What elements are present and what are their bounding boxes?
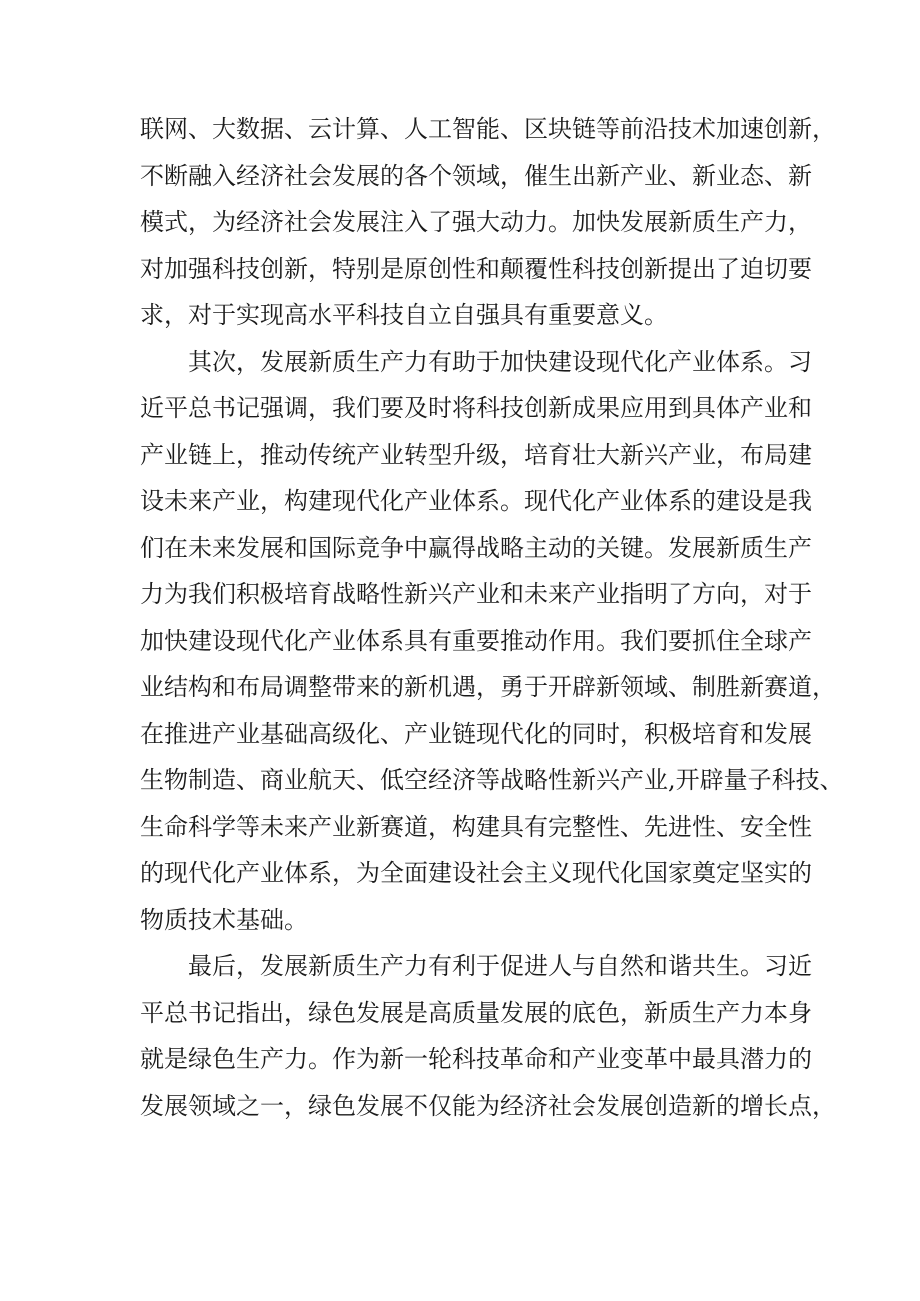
text-line: 对加强科技创新，特别是原创性和颠覆性科技创新提出了迫切要 — [140, 254, 812, 283]
text-line: 求，对于实现高水平科技自立自强具有重要意义。 — [140, 301, 668, 329]
text-line: 加快建设现代化产业体系具有重要推动作用。我们要抓住全球产 — [140, 626, 812, 655]
text-line: 就是绿色生产力。作为新一轮科技革命和产业变革中最具潜力的 — [140, 1045, 812, 1073]
text-line: 的现代化产业体系，为全面建设社会主义现代化国家奠定坚实的 — [140, 859, 812, 887]
text-line: 生物制造、商业航天、低空经济等战略性新兴产业,开辟量子科技、 — [140, 766, 844, 794]
text-line: 力为我们积极培育战略性新兴产业和未来产业指明了方向，对于 — [140, 580, 812, 608]
text-line: 业结构和布局调整带来的新机遇，勇于开辟新领域、制胜新赛道， — [140, 673, 836, 701]
paragraph-continuation — [140, 106, 836, 339]
text-line: 平总书记指出，绿色发展是高质量发展的底色，新质生产力本身 — [140, 998, 812, 1027]
document-body — [140, 106, 844, 1129]
text-line: 发展领域之一，绿色发展不仅能为经济社会发展创造新的增长点， — [140, 1091, 836, 1120]
text-line: 其次，发展新质生产力有助于加快建设现代化产业体系。习 — [188, 347, 812, 376]
text-line: 设未来产业，构建现代化产业体系。现代化产业体系的建设是我 — [140, 487, 812, 515]
text-line: 模式，为经济社会发展注入了强大动力。加快发展新质生产力， — [140, 208, 812, 236]
text-line: 产业链上，推动传统产业转型升级，培育壮大新兴产业，布局建 — [140, 440, 812, 469]
text-line: 不断融入经济社会发展的各个领域，催生出新产业、新业态、新 — [140, 161, 812, 190]
text-line: 在推进产业基础高级化、产业链现代化的同时，积极培育和发展 — [140, 719, 812, 748]
text-line: 近平总书记强调，我们要及时将科技创新成果应用到具体产业和 — [140, 394, 812, 422]
paragraph-industry-system — [140, 339, 844, 944]
text-line: 联网、大数据、云计算、人工智能、区块链等前沿技术加速创新， — [140, 115, 836, 143]
paragraph-harmony-nature — [140, 943, 836, 1129]
text-line: 们在未来发展和国际竞争中赢得战略主动的关键。发展新质生产 — [140, 533, 812, 562]
text-line: 物质技术基础。 — [140, 905, 308, 934]
text-line: 最后，发展新质生产力有利于促进人与自然和谐共生。习近 — [188, 952, 812, 980]
text-line: 生命科学等未来产业新赛道，构建具有完整性、先进性、安全性 — [140, 812, 812, 841]
